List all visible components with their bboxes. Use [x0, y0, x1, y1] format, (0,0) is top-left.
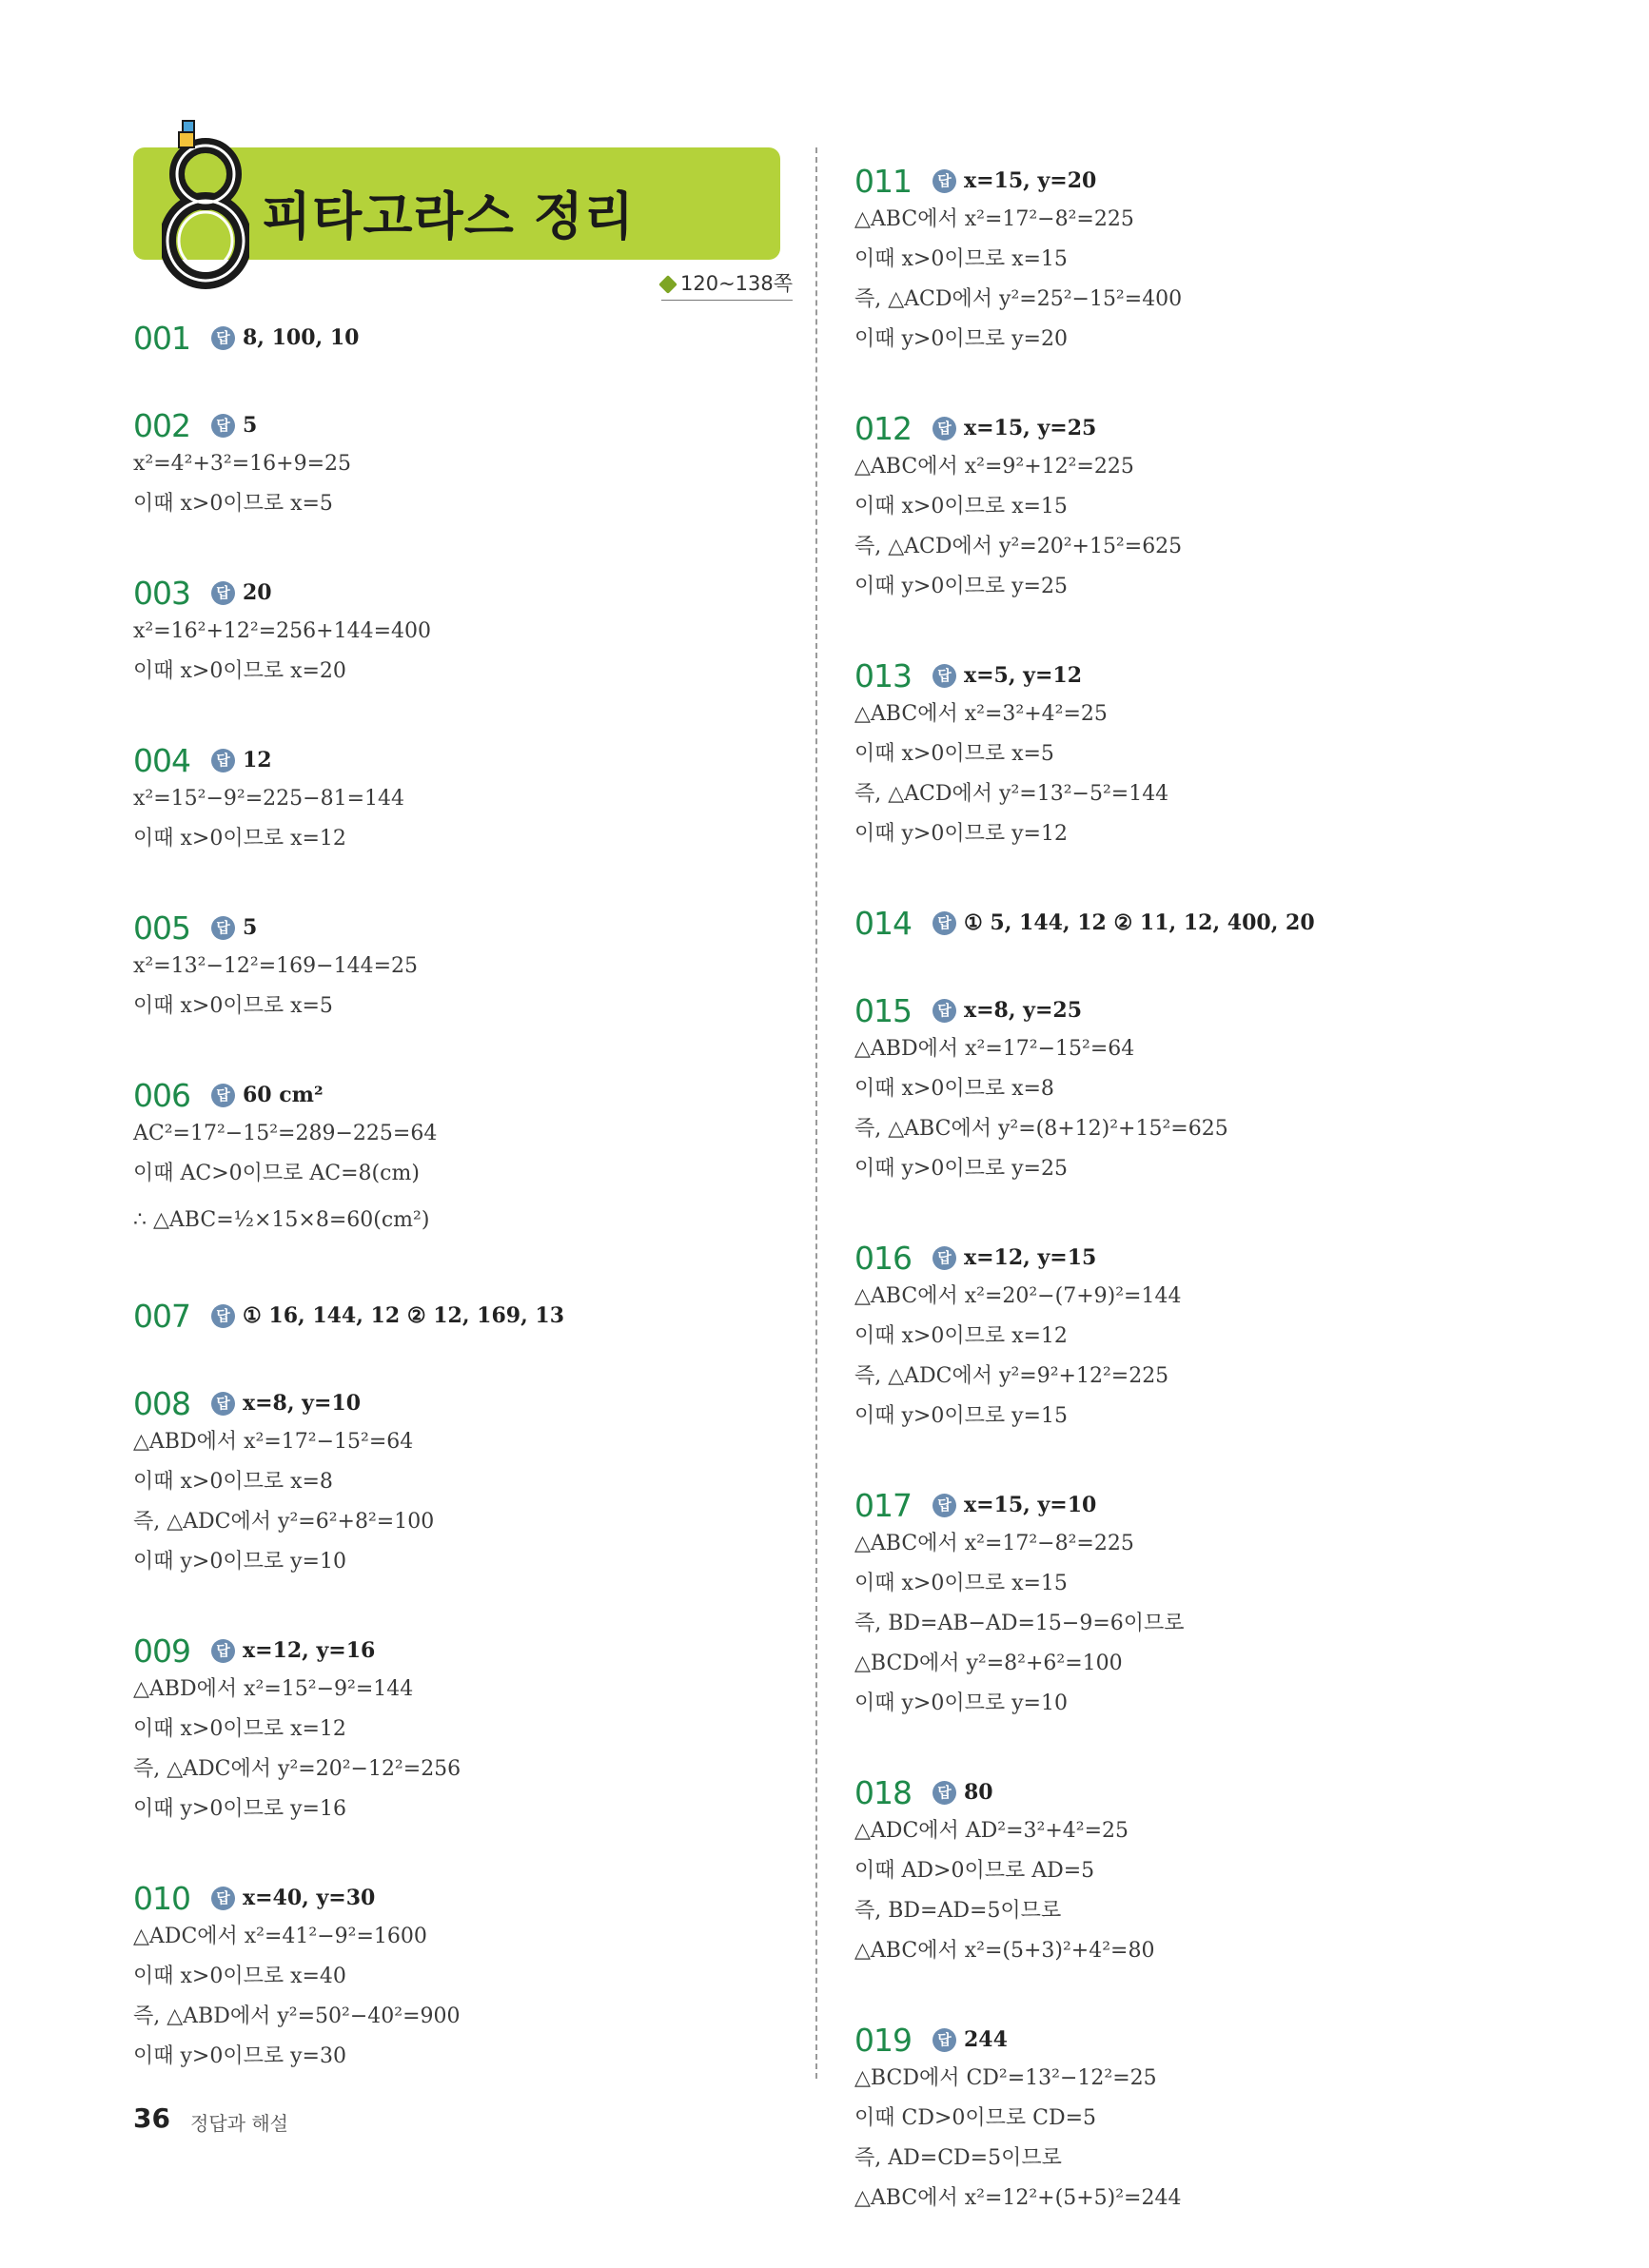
answer-badge-icon: 답	[211, 1887, 235, 1910]
problem-number: 009	[133, 1632, 190, 1670]
solution-line: 즉, △ADC에서 y²=6²+8²=100	[133, 1510, 435, 1534]
section-label: 정답과 해설	[190, 2112, 288, 2135]
solution-line: 이때 y>0이므로 y=30	[133, 2044, 346, 2068]
answer-text: x=15, y=10	[964, 1493, 1097, 1517]
answer-badge-icon: 답	[211, 1392, 235, 1416]
solution-line: x²=16²+12²=256+144=400	[133, 619, 431, 643]
problem-number: 005	[133, 909, 190, 947]
answer-badge-icon: 답	[211, 414, 235, 438]
solution-line: 이때 AD>0이므로 AD=5	[854, 1859, 1095, 1883]
answer-text: x=15, y=20	[964, 168, 1097, 193]
problem-header	[854, 991, 1540, 1029]
left-column	[133, 319, 818, 2126]
problem-header	[854, 409, 1540, 447]
problem-item	[133, 1879, 818, 2077]
answer-text: 12	[243, 748, 272, 772]
problem-number: 003	[133, 574, 190, 612]
solution-line: 이때 y>0이므로 y=10	[854, 1691, 1068, 1715]
problem-item	[854, 409, 1540, 607]
answer-text: 60 cm²	[243, 1083, 324, 1107]
solution-line: 이때 y>0이므로 y=12	[854, 822, 1068, 846]
solution-line: △ABC에서 x²=12²+(5+5)²=244	[854, 2186, 1182, 2210]
solution-line: 즉, △ABD에서 y²=50²−40²=900	[133, 2004, 461, 2028]
solution-line: △ABC에서 x²=17²−8²=225	[854, 207, 1134, 231]
answer-text: 5	[243, 413, 258, 438]
answer-text: 80	[964, 1780, 993, 1805]
problem-item	[854, 162, 1540, 360]
solution-line: ∴ △ABC=½×15×8=60(cm²)	[133, 1208, 430, 1232]
problem-item	[133, 319, 818, 357]
problem-number: 018	[854, 1773, 912, 1811]
solution-line: △ADC에서 x²=41²−9²=1600	[133, 1925, 427, 1948]
solution-line: 즉, BD=AD=5이므로	[854, 1899, 1062, 1923]
problem-item	[133, 1297, 818, 1335]
answer-badge-icon: 답	[211, 326, 235, 350]
problem-number: 014	[854, 904, 912, 942]
solution-line: 이때 y>0이므로 y=20	[854, 327, 1068, 351]
problem-header	[133, 319, 818, 357]
problem-header	[133, 1297, 818, 1335]
right-column	[854, 162, 1540, 2268]
problem-header	[854, 2021, 1540, 2059]
solution-line: △ABC에서 x²=3²+4²=25	[854, 702, 1108, 726]
problem-header	[133, 1384, 818, 1422]
problem-item	[133, 1384, 818, 1582]
solution-line: 이때 x>0이므로 x=5	[133, 994, 333, 1018]
answer-badge-icon: 답	[932, 417, 956, 440]
answer-text: x=15, y=25	[964, 416, 1097, 440]
solution-line: 이때 x>0이므로 x=12	[133, 1717, 346, 1741]
problem-item	[133, 574, 818, 692]
solution-line: 즉, △ACD에서 y²=13²−5²=144	[854, 782, 1169, 806]
chapter-header	[133, 147, 780, 260]
solution-line: 이때 AC>0이므로 AC=8(cm)	[133, 1162, 420, 1185]
answer-badge-icon: 답	[932, 1494, 956, 1517]
problem-item	[133, 1076, 818, 1247]
chapter-number-icon	[162, 119, 249, 290]
solution-line: 이때 x>0이므로 x=8	[854, 1077, 1054, 1101]
solution-line: △ABC에서 x²=17²−8²=225	[854, 1532, 1134, 1555]
cube-icon	[658, 275, 677, 294]
problem-item	[854, 904, 1540, 942]
solution-line: 이때 y>0이므로 y=10	[133, 1550, 346, 1574]
solution-line: 즉, AD=CD=5이므로	[854, 2146, 1062, 2170]
answer-badge-icon: 답	[211, 1639, 235, 1663]
answer-text: x=12, y=15	[964, 1245, 1097, 1270]
answer-text: x=40, y=30	[243, 1886, 376, 1910]
solution-line: 이때 x>0이므로 x=20	[133, 659, 346, 683]
answer-badge-icon: 답	[211, 1084, 235, 1107]
problem-header	[133, 574, 818, 612]
solution-line: 즉, △ACD에서 y²=25²−15²=400	[854, 287, 1183, 311]
solution-line: 즉, △ADC에서 y²=9²+12²=225	[854, 1364, 1169, 1388]
answer-badge-icon: 답	[932, 1781, 956, 1805]
solution-line: △BCD에서 CD²=13²−12²=25	[854, 2066, 1157, 2090]
solution-line: 이때 x>0이므로 x=5	[854, 742, 1054, 766]
solution-line: △BCD에서 y²=8²+6²=100	[854, 1652, 1123, 1675]
problem-item	[133, 741, 818, 859]
problem-header	[854, 656, 1540, 694]
problem-number: 010	[133, 1879, 190, 1917]
page-number: 36	[133, 2102, 170, 2134]
solution-line: 즉, △ACD에서 y²=20²+15²=625	[854, 535, 1183, 558]
solution-line: △ABC에서 x²=20²−(7+9)²=144	[854, 1284, 1182, 1308]
solution-line: △ABC에서 x²=(5+3)²+4²=80	[854, 1939, 1155, 1963]
answer-text: 244	[964, 2027, 1008, 2052]
answer-text: x=8, y=25	[964, 998, 1083, 1023]
problem-number: 002	[133, 406, 190, 444]
answer-badge-icon: 답	[211, 1304, 235, 1328]
problem-number: 004	[133, 741, 190, 779]
problem-header	[133, 406, 818, 444]
problem-item	[854, 1773, 1540, 1971]
problem-header	[133, 1076, 818, 1114]
answer-text: ① 16, 144, 12 ② 12, 169, 13	[243, 1303, 565, 1328]
problem-header	[133, 741, 818, 779]
problem-header	[854, 162, 1540, 200]
solution-line: 이때 y>0이므로 y=16	[133, 1797, 346, 1821]
problem-item	[133, 1632, 818, 1829]
solution-line: 이때 x>0이므로 x=15	[854, 247, 1068, 271]
solution-line: △ABD에서 x²=17²−15²=64	[133, 1430, 414, 1454]
solution-line: AC²=17²−15²=289−225=64	[133, 1122, 438, 1145]
solution-line: 이때 x>0이므로 x=40	[133, 1965, 346, 1988]
answer-text: 20	[243, 580, 272, 605]
answer-badge-icon: 답	[932, 2028, 956, 2052]
problem-header	[854, 904, 1540, 942]
solution-line: 이때 x>0이므로 x=8	[133, 1470, 333, 1494]
problem-header	[133, 1879, 818, 1917]
problem-item	[854, 1486, 1540, 1724]
solution-line: 즉, BD=AB−AD=15−9=6이므로	[854, 1612, 1185, 1635]
solution-line: 이때 x>0이므로 x=15	[854, 1572, 1068, 1595]
answer-badge-icon: 답	[211, 749, 235, 772]
solution-line: 이때 y>0이므로 y=25	[854, 1157, 1068, 1181]
problem-header	[854, 1773, 1540, 1811]
problem-number: 007	[133, 1297, 190, 1335]
solution-line: △ADC에서 AD²=3²+4²=25	[854, 1819, 1129, 1843]
solution-line: 이때 x>0이므로 x=5	[133, 492, 333, 516]
problem-number: 001	[133, 319, 190, 357]
problem-number: 013	[854, 656, 912, 694]
solution-line: 이때 x>0이므로 x=12	[854, 1324, 1068, 1348]
solution-line: △ABD에서 x²=15²−9²=144	[133, 1677, 414, 1701]
answer-text: x=12, y=16	[243, 1638, 376, 1663]
solution-line: 이때 x>0이므로 x=15	[854, 495, 1068, 518]
answer-text: x=8, y=10	[243, 1391, 362, 1416]
problem-item	[133, 406, 818, 524]
answer-badge-icon: 답	[932, 1246, 956, 1270]
problem-number: 006	[133, 1076, 190, 1114]
answer-text: ① 5, 144, 12 ② 11, 12, 400, 20	[964, 910, 1315, 935]
solution-line: x²=15²−9²=225−81=144	[133, 787, 405, 811]
problem-number: 019	[854, 2021, 912, 2059]
answer-badge-icon: 답	[932, 911, 956, 935]
solution-line: x²=13²−12²=169−144=25	[133, 954, 418, 978]
answer-text: 8, 100, 10	[243, 325, 360, 350]
problem-number: 016	[854, 1239, 912, 1277]
solution-line: 이때 x>0이므로 x=12	[133, 827, 346, 850]
problem-number: 017	[854, 1486, 912, 1524]
solution-line: △ABD에서 x²=17²−15²=64	[854, 1037, 1135, 1061]
page-range-text: 120~138쪽	[680, 272, 794, 295]
answer-text: 5	[243, 915, 258, 940]
answer-badge-icon: 답	[211, 916, 235, 940]
answer-text: x=5, y=12	[964, 663, 1083, 688]
problem-number: 015	[854, 991, 912, 1029]
solution-line: 이때 y>0이므로 y=15	[854, 1404, 1068, 1428]
problem-item	[133, 909, 818, 1026]
problem-item	[854, 2021, 1540, 2219]
solution-line: △ABC에서 x²=9²+12²=225	[854, 455, 1134, 479]
problem-number: 008	[133, 1384, 190, 1422]
problem-header	[854, 1486, 1540, 1524]
problem-number: 012	[854, 409, 912, 447]
solution-line: 이때 y>0이므로 y=25	[854, 575, 1068, 598]
problem-header	[854, 1239, 1540, 1277]
answer-badge-icon: 답	[211, 581, 235, 605]
solution-line: 이때 CD>0이므로 CD=5	[854, 2106, 1097, 2130]
solution-line: 즉, △ABC에서 y²=(8+12)²+15²=625	[854, 1117, 1228, 1141]
solution-line: x²=4²+3²=16+9=25	[133, 452, 352, 476]
chapter-title: 피타고라스 정리	[262, 186, 635, 246]
problem-item	[854, 1239, 1540, 1437]
problem-header	[133, 1632, 818, 1670]
problem-number: 011	[854, 162, 912, 200]
answer-badge-icon: 답	[932, 664, 956, 688]
problem-item	[854, 991, 1540, 1189]
problem-item	[854, 656, 1540, 854]
page-range	[661, 268, 793, 301]
answer-badge-icon: 답	[932, 169, 956, 193]
answer-badge-icon: 답	[932, 999, 956, 1023]
problem-header	[133, 909, 818, 947]
solution-line: 즉, △ADC에서 y²=20²−12²=256	[133, 1757, 461, 1781]
